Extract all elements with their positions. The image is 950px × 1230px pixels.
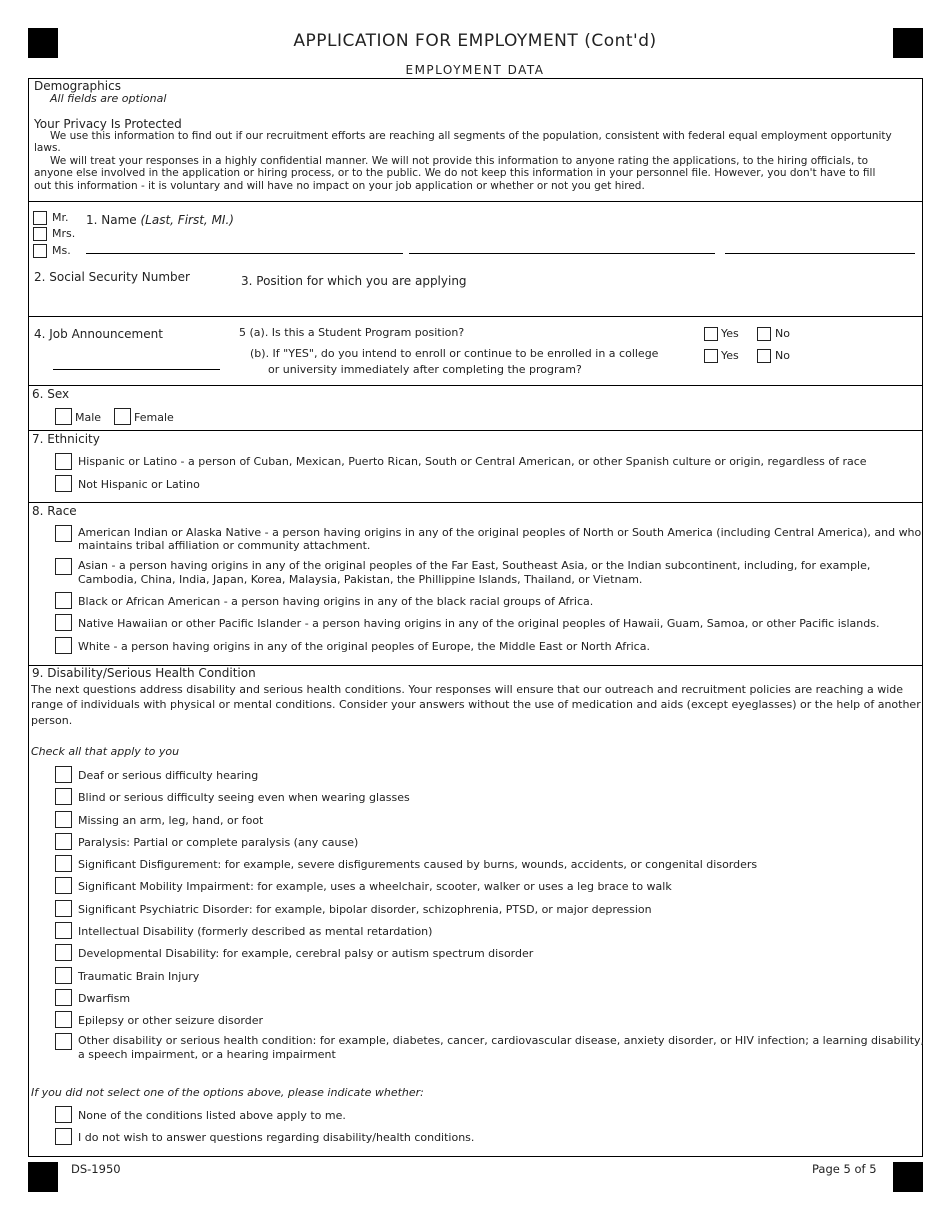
privacy-paragraph-2-end: out this information - it is voluntary and will have no impact on your job application or whether or not you get hired. <box>34 180 645 192</box>
disability-option-checkbox[interactable] <box>55 855 72 872</box>
page-number: Page 5 of 5 <box>812 1162 877 1176</box>
student-a-no-label: No <box>775 327 790 340</box>
disability-option-label: Epilepsy or other seizure disorder <box>78 1014 264 1027</box>
disability-option-checkbox[interactable] <box>55 766 72 783</box>
student-question-a: 5 (a). Is this a Student Program position? <box>239 326 465 339</box>
race-black-label: Black or African American - a person having origins in any of the black racial groups of Africa. <box>78 595 594 608</box>
race-asian-label: Asian - a person having origins in any of the original peoples of the Far East, Southeast Asia, or the Indian subcontinent, including, for example, <box>78 559 871 572</box>
disability-option-checkbox[interactable] <box>55 811 72 828</box>
disability-intro: The next questions address disability and serious health conditions. Your responses will ensure that our outreach and recruitment policies are reaching a wide <box>31 683 904 696</box>
divider <box>29 502 922 503</box>
race-american-indian-label: American Indian or Alaska Native - a person having origins in any of the original peoples of North or South America (including Central America), and who <box>78 526 922 539</box>
ethnicity-not-hispanic-checkbox[interactable] <box>55 475 72 492</box>
ethnicity-not-hispanic-label: Not Hispanic or Latino <box>78 478 200 491</box>
disability-option-label: Missing an arm, leg, hand, or foot <box>78 814 264 827</box>
title-mrs-checkbox[interactable] <box>33 227 47 241</box>
disability-option-checkbox[interactable] <box>55 1033 72 1050</box>
decline-to-answer-label: I do not wish to answer questions regarding disability/health conditions. <box>78 1131 475 1144</box>
disability-option-checkbox[interactable] <box>55 788 72 805</box>
disability-option-checkbox[interactable] <box>55 967 72 984</box>
ethnicity-hispanic-label: Hispanic or Latino - a person of Cuban, Mexican, Puerto Rican, South or Central American, or other Spanish culture or origin, regardless of race <box>78 455 867 468</box>
sex-female-label: Female <box>134 411 174 424</box>
title-ms-checkbox[interactable] <box>33 244 47 258</box>
privacy-paragraph-2-cont: anyone else involved in the application or hiring process, or to the public. We do not keep this information in your personnel file. However, you don't have to fill <box>34 167 876 179</box>
divider <box>29 430 922 431</box>
student-b-yes-label: Yes <box>721 349 739 362</box>
registration-mark-bottom-right <box>893 1162 923 1192</box>
disability-option-label: Traumatic Brain Injury <box>78 970 200 983</box>
sex-male-label: Male <box>75 411 102 424</box>
ssn-field[interactable] <box>53 316 220 317</box>
check-all-note: Check all that apply to you <box>31 745 180 758</box>
if-not-note: If you did not select one of the options above, please indicate whether: <box>31 1086 424 1099</box>
race-white-label: White - a person having origins in any of the original peoples of Europe, the Middle East or North Africa. <box>78 640 650 653</box>
disability-option-label: Developmental Disability: for example, cerebral palsy or autism spectrum disorder <box>78 947 534 960</box>
announcement-field[interactable] <box>53 369 220 370</box>
privacy-paragraph-1-cont: laws. <box>34 142 61 154</box>
title-mr-label: Mr. <box>52 211 69 224</box>
decline-to-answer-checkbox[interactable] <box>55 1128 72 1145</box>
student-b-no-checkbox[interactable] <box>757 349 771 363</box>
registration-mark-bottom-left <box>28 1162 58 1192</box>
sex-female-checkbox[interactable] <box>114 408 131 425</box>
name-hint: (Last, First, MI.) <box>140 213 234 227</box>
first-name-field[interactable] <box>409 253 715 254</box>
sex-label: 6. Sex <box>32 387 70 401</box>
form-subtitle: EMPLOYMENT DATA <box>405 63 545 77</box>
privacy-paragraph-1: We use this information to find out if our recruitment efforts are reaching all segments of the population, consistent with federal equal employment opportunity <box>50 130 892 142</box>
name-label <box>86 213 234 227</box>
middle-initial-field[interactable] <box>725 253 915 254</box>
form-title: APPLICATION FOR EMPLOYMENT (Cont'd) <box>293 31 657 51</box>
position-label: 3. Position for which you are applying <box>241 274 467 288</box>
title-mrs-label: Mrs. <box>52 227 76 240</box>
position-field[interactable] <box>240 316 922 317</box>
disability-option-checkbox[interactable] <box>55 944 72 961</box>
none-apply-label: None of the conditions listed above apply to me. <box>78 1109 346 1122</box>
disability-option-label: Paralysis: Partial or complete paralysis (any cause) <box>78 836 359 849</box>
student-a-yes-label: Yes <box>721 327 739 340</box>
disability-option-label: Significant Mobility Impairment: for example, uses a wheelchair, scooter, walker or uses a leg brace to walk <box>78 880 672 893</box>
divider <box>29 201 922 202</box>
disability-option-checkbox[interactable] <box>55 833 72 850</box>
privacy-paragraph-2: We will treat your responses in a highly confidential manner. We will not provide this information to anyone rating the applications, to the hiring officials, to <box>50 155 869 167</box>
divider <box>29 385 922 386</box>
student-a-no-checkbox[interactable] <box>757 327 771 341</box>
demographics-heading: Demographics <box>34 79 121 93</box>
disability-option-checkbox[interactable] <box>55 922 72 939</box>
disability-option-checkbox[interactable] <box>55 1011 72 1028</box>
form-id: DS-1950 <box>71 1162 121 1176</box>
disability-option-label: Deaf or serious difficulty hearing <box>78 769 259 782</box>
disability-option-checkbox[interactable] <box>55 877 72 894</box>
student-b-no-label: No <box>775 349 790 362</box>
race-pacific-islander-label: Native Hawaiian or other Pacific Islander - a person having origins in any of the original peoples of Hawaii, Guam, Samoa, or other Pacific islands. <box>78 617 880 630</box>
student-question-b-cont: or university immediately after completing the program? <box>268 363 582 376</box>
disability-option-label: Significant Disfigurement: for example, severe disfigurements caused by burns, wounds, accidents, or congenital disorders <box>78 858 758 871</box>
title-mr-checkbox[interactable] <box>33 211 47 225</box>
title-ms-label: Ms. <box>52 244 71 257</box>
race-asian-checkbox[interactable] <box>55 558 72 575</box>
disability-option-checkbox[interactable] <box>55 989 72 1006</box>
name-label-text: 1. Name <box>86 213 137 227</box>
race-american-indian-checkbox[interactable] <box>55 525 72 542</box>
disability-intro-cont: range of individuals with physical or mental conditions. Consider your answers without the use of medication and aids (except eyeglasses) or the help of another <box>31 698 921 711</box>
last-name-field[interactable] <box>86 253 403 254</box>
race-pacific-islander-checkbox[interactable] <box>55 614 72 631</box>
disability-option-label-cont: a speech impairment, or a hearing impairment <box>78 1048 336 1061</box>
race-asian-label-cont: Cambodia, China, India, Japan, Korea, Malaysia, Pakistan, the Phillippine Islands, Thailand, or Vietnam. <box>78 573 643 586</box>
race-label: 8. Race <box>32 504 77 518</box>
disability-option-label: Dwarfism <box>78 992 131 1005</box>
disability-option-label: Other disability or serious health condition: for example, diabetes, cancer, cardiovascular disease, anxiety disorder, or HIV infection; a learning disability, <box>78 1034 925 1047</box>
announcement-label: 4. Job Announcement <box>34 327 163 341</box>
ssn-label: 2. Social Security Number <box>34 270 190 284</box>
ethnicity-hispanic-checkbox[interactable] <box>55 453 72 470</box>
student-a-yes-checkbox[interactable] <box>704 327 718 341</box>
none-apply-checkbox[interactable] <box>55 1106 72 1123</box>
race-white-checkbox[interactable] <box>55 637 72 654</box>
ethnicity-label: 7. Ethnicity <box>32 432 100 446</box>
privacy-heading: Your Privacy Is Protected <box>34 117 182 131</box>
disability-intro-end: person. <box>31 714 73 727</box>
disability-option-label: Intellectual Disability (formerly described as mental retardation) <box>78 925 433 938</box>
optional-note: All fields are optional <box>50 92 167 105</box>
disability-option-checkbox[interactable] <box>55 900 72 917</box>
disability-option-label: Significant Psychiatric Disorder: for example, bipolar disorder, schizophrenia, PTSD, or major depression <box>78 903 652 916</box>
disability-option-label: Blind or serious difficulty seeing even when wearing glasses <box>78 791 410 804</box>
student-question-b: (b). If "YES", do you intend to enroll or continue to be enrolled in a college <box>250 347 659 360</box>
sex-male-checkbox[interactable] <box>55 408 72 425</box>
disability-label: 9. Disability/Serious Health Condition <box>32 666 256 680</box>
student-b-yes-checkbox[interactable] <box>704 349 718 363</box>
race-black-checkbox[interactable] <box>55 592 72 609</box>
race-american-indian-label-cont: maintains tribal affiliation or community attachment. <box>78 539 371 552</box>
